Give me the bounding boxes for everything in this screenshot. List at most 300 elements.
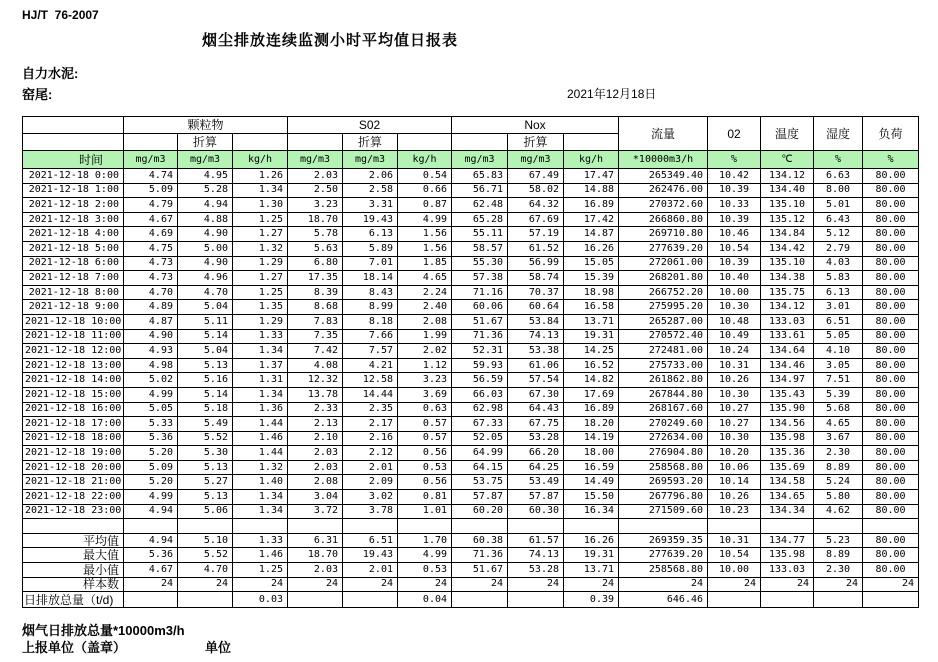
cell: 268201.80 — [619, 271, 708, 286]
cell: 61.52 — [508, 241, 564, 256]
cell: 135.98 — [761, 431, 814, 446]
cell: 53.28 — [508, 431, 564, 446]
nox-converted: 折算 — [508, 134, 564, 151]
cell: 5.12 — [814, 227, 863, 242]
cell: 0.53 — [398, 563, 452, 578]
cell — [564, 519, 619, 534]
cell — [761, 592, 814, 608]
cell: 4.65 — [398, 271, 452, 286]
cell: 1.29 — [233, 256, 288, 271]
cell: 134.97 — [761, 373, 814, 388]
cell: 53.28 — [508, 563, 564, 578]
cell: 18.20 — [564, 417, 619, 432]
cell: 18.70 — [288, 548, 343, 563]
cell: 1.36 — [233, 402, 288, 417]
cell: 65.83 — [452, 169, 508, 184]
row-time: 2021-12-18 16:00 — [23, 402, 124, 417]
row-time: 2021-12-18 14:00 — [23, 373, 124, 388]
cell: 262476.00 — [619, 183, 708, 198]
report-table — [22, 116, 919, 608]
cell: 19.31 — [564, 329, 619, 344]
cell: 8.43 — [343, 285, 398, 300]
cell: 134.34 — [761, 504, 814, 519]
cell: 80.00 — [863, 241, 919, 256]
cell: 53.84 — [508, 314, 564, 329]
cell: 10.26 — [708, 373, 761, 388]
cell: 272481.00 — [619, 344, 708, 359]
table-row — [23, 314, 919, 329]
cell: 18.00 — [564, 446, 619, 461]
cell: 5.39 — [814, 387, 863, 402]
table-row — [23, 227, 919, 242]
cell: 7.66 — [343, 329, 398, 344]
cell: 4.90 — [178, 227, 233, 242]
cell: 60.38 — [452, 533, 508, 548]
cell: 272061.00 — [619, 256, 708, 271]
cell: 4.70 — [178, 285, 233, 300]
group-nox: Nox — [452, 117, 619, 134]
table-row — [23, 169, 919, 184]
particulate-converted: 折算 — [178, 134, 233, 151]
cell: 267796.80 — [619, 490, 708, 505]
cell: 10.48 — [708, 314, 761, 329]
cell: 4.96 — [178, 271, 233, 286]
summary-label: 最小值 — [23, 563, 124, 578]
row-time: 2021-12-18 2:00 — [23, 198, 124, 213]
cell: 61.57 — [508, 533, 564, 548]
summary-label: 最大值 — [23, 548, 124, 563]
table-row — [23, 402, 919, 417]
cell: 5.20 — [124, 475, 178, 490]
table-row — [23, 490, 919, 505]
blank-cell — [564, 134, 619, 151]
standard-code: HJ/T 76-2007 — [22, 8, 99, 22]
cell: 3.78 — [343, 504, 398, 519]
cell: 3.67 — [814, 431, 863, 446]
cell: 24 — [398, 577, 452, 592]
cell: 2.12 — [343, 446, 398, 461]
cell: 61.06 — [508, 358, 564, 373]
cell: 4.95 — [178, 169, 233, 184]
cell: 60.20 — [452, 504, 508, 519]
cell: 2.35 — [343, 402, 398, 417]
unit-cell: kg/h — [564, 151, 619, 169]
cell: 269710.80 — [619, 227, 708, 242]
cell: 5.33 — [124, 417, 178, 432]
cell: 4.94 — [124, 533, 178, 548]
cell: 10.39 — [708, 256, 761, 271]
company-label: 自力水泥: — [22, 66, 79, 81]
cell: 80.00 — [863, 373, 919, 388]
cell: 265349.40 — [619, 169, 708, 184]
cell: 4.88 — [178, 212, 233, 227]
cell: 7.42 — [288, 344, 343, 359]
cell: 135.98 — [761, 548, 814, 563]
cell — [343, 592, 398, 608]
cell: 80.00 — [863, 548, 919, 563]
cell: 1.27 — [233, 271, 288, 286]
cell: 2.30 — [814, 563, 863, 578]
footer — [22, 622, 938, 657]
group-particulate: 颗粒物 — [124, 117, 288, 134]
cell: 3.23 — [398, 373, 452, 388]
cell: 5.11 — [178, 314, 233, 329]
cell: 5.49 — [178, 417, 233, 432]
cell: 1.85 — [398, 256, 452, 271]
cell: 266860.80 — [619, 212, 708, 227]
cell: 4.67 — [124, 563, 178, 578]
cell: 53.75 — [452, 475, 508, 490]
row-time: 2021-12-18 5:00 — [23, 241, 124, 256]
cell: 134.12 — [761, 300, 814, 315]
cell: 134.38 — [761, 271, 814, 286]
table-row — [23, 387, 919, 402]
unit-cell: *10000m3/h — [619, 151, 708, 169]
cell: 80.00 — [863, 460, 919, 475]
cell: 271509.60 — [619, 504, 708, 519]
cell: 135.12 — [761, 212, 814, 227]
cell: 14.49 — [564, 475, 619, 490]
cell: 10.00 — [708, 563, 761, 578]
cell: 134.46 — [761, 358, 814, 373]
cell: 2.06 — [343, 169, 398, 184]
cell: 1.34 — [233, 504, 288, 519]
summary-label: 样本数 — [23, 577, 124, 592]
cell: 2.33 — [288, 402, 343, 417]
cell: 6.51 — [814, 314, 863, 329]
cell: 1.12 — [398, 358, 452, 373]
cell: 8.39 — [288, 285, 343, 300]
cell: 4.73 — [124, 271, 178, 286]
cell: 10.31 — [708, 533, 761, 548]
cell: 55.11 — [452, 227, 508, 242]
cell: 4.08 — [288, 358, 343, 373]
row-time: 2021-12-18 21:00 — [23, 475, 124, 490]
table-row — [23, 300, 919, 315]
cell: 0.53 — [398, 460, 452, 475]
cell — [452, 519, 508, 534]
cell: 1.99 — [398, 329, 452, 344]
cell: 56.59 — [452, 373, 508, 388]
cell: 5.14 — [178, 387, 233, 402]
cell: 1.27 — [233, 227, 288, 242]
blank-cell — [398, 134, 452, 151]
cell: 10.54 — [708, 548, 761, 563]
cell: 4.99 — [398, 548, 452, 563]
cell: 80.00 — [863, 475, 919, 490]
row-time: 2021-12-18 22:00 — [23, 490, 124, 505]
cell: 5.05 — [814, 329, 863, 344]
cell: 24 — [508, 577, 564, 592]
cell: 16.58 — [564, 300, 619, 315]
cell: 269359.35 — [619, 533, 708, 548]
cell: 135.69 — [761, 460, 814, 475]
cell: 67.30 — [508, 387, 564, 402]
row-time: 2021-12-18 11:00 — [23, 329, 124, 344]
cell: 6.51 — [343, 533, 398, 548]
cell: 58.02 — [508, 183, 564, 198]
cell: 80.00 — [863, 402, 919, 417]
cell: 65.28 — [452, 212, 508, 227]
unit-cell: % — [814, 151, 863, 169]
cell: 0.63 — [398, 402, 452, 417]
spacer-row — [23, 519, 919, 534]
cell: 67.69 — [508, 212, 564, 227]
cell: 258568.80 — [619, 563, 708, 578]
cell: 4.90 — [178, 256, 233, 271]
cell: 4.65 — [814, 417, 863, 432]
cell: 135.10 — [761, 256, 814, 271]
cell: 4.75 — [124, 241, 178, 256]
cell: 8.99 — [343, 300, 398, 315]
cell: 3.01 — [814, 300, 863, 315]
so2-converted: 折算 — [343, 134, 398, 151]
cell: 1.33 — [233, 329, 288, 344]
cell: 2.02 — [398, 344, 452, 359]
units-row — [23, 151, 919, 169]
cell — [508, 592, 564, 608]
cell: 2.10 — [288, 431, 343, 446]
cell: 52.31 — [452, 344, 508, 359]
row-time: 2021-12-18 3:00 — [23, 212, 124, 227]
cell: 2.50 — [288, 183, 343, 198]
col-o2: 02 — [708, 117, 761, 151]
cell: 2.79 — [814, 241, 863, 256]
row-time: 2021-12-18 17:00 — [23, 417, 124, 432]
cell: 4.94 — [124, 504, 178, 519]
cell: 16.52 — [564, 358, 619, 373]
cell: 2.03 — [288, 563, 343, 578]
cell — [863, 519, 919, 534]
cell: 80.00 — [863, 256, 919, 271]
cell: 5.10 — [178, 533, 233, 548]
cell: 4.94 — [178, 198, 233, 213]
row-time: 2021-12-18 12:00 — [23, 344, 124, 359]
cell: 261862.80 — [619, 373, 708, 388]
cell: 3.69 — [398, 387, 452, 402]
cell: 10.27 — [708, 402, 761, 417]
row-time: 2021-12-18 7:00 — [23, 271, 124, 286]
summary-row — [23, 577, 919, 592]
cell: 57.87 — [452, 490, 508, 505]
cell: 5.24 — [814, 475, 863, 490]
cell: 1.25 — [233, 212, 288, 227]
cell — [708, 592, 761, 608]
cell — [288, 592, 343, 608]
cell: 66.20 — [508, 446, 564, 461]
cell: 24 — [124, 577, 178, 592]
cell: 0.56 — [398, 475, 452, 490]
cell: 134.56 — [761, 417, 814, 432]
cell: 64.25 — [508, 460, 564, 475]
cell: 134.65 — [761, 490, 814, 505]
table-row — [23, 285, 919, 300]
cell: 2.17 — [343, 417, 398, 432]
report-unit-row — [22, 639, 938, 657]
unit-cell: % — [863, 151, 919, 169]
cell: 4.73 — [124, 256, 178, 271]
table-row — [23, 241, 919, 256]
cell: 134.84 — [761, 227, 814, 242]
time-header: 时间 — [23, 151, 124, 169]
cell: 5.18 — [178, 402, 233, 417]
blank-cell — [23, 134, 124, 151]
cell: 6.13 — [814, 285, 863, 300]
station-label: 窑尾: — [22, 87, 53, 102]
row-time: 2021-12-18 20:00 — [23, 460, 124, 475]
unit-cell: kg/h — [398, 151, 452, 169]
cell: 6.43 — [814, 212, 863, 227]
cell: 56.99 — [508, 256, 564, 271]
cell: 134.40 — [761, 183, 814, 198]
cell: 13.71 — [564, 563, 619, 578]
cell: 5.27 — [178, 475, 233, 490]
cell: 135.10 — [761, 198, 814, 213]
cell: 60.06 — [452, 300, 508, 315]
cell: 1.26 — [233, 169, 288, 184]
cell: 4.99 — [398, 212, 452, 227]
cell: 67.33 — [452, 417, 508, 432]
blank-cell — [233, 134, 288, 151]
table-row — [23, 329, 919, 344]
cell: 8.89 — [814, 460, 863, 475]
cell: 0.81 — [398, 490, 452, 505]
cell: 24 — [233, 577, 288, 592]
cell: 2.24 — [398, 285, 452, 300]
cell: 5.30 — [178, 446, 233, 461]
cell: 24 — [288, 577, 343, 592]
cell: 5.28 — [178, 183, 233, 198]
unit-cell: mg/m3 — [178, 151, 233, 169]
cell: 5.09 — [124, 183, 178, 198]
cell: 10.42 — [708, 169, 761, 184]
cell: 4.93 — [124, 344, 178, 359]
cell: 64.43 — [508, 402, 564, 417]
row-time — [23, 519, 124, 534]
cell: 5.13 — [178, 460, 233, 475]
cell: 5.04 — [178, 300, 233, 315]
cell: 5.63 — [288, 241, 343, 256]
cell: 7.57 — [343, 344, 398, 359]
cell: 19.43 — [343, 212, 398, 227]
cell: 1.34 — [233, 490, 288, 505]
cell: 80.00 — [863, 271, 919, 286]
cell: 24 — [708, 577, 761, 592]
cell: 2.16 — [343, 431, 398, 446]
cell: 4.70 — [178, 563, 233, 578]
cell: 8.68 — [288, 300, 343, 315]
cell — [452, 592, 508, 608]
cell: 80.00 — [863, 300, 919, 315]
cell: 1.44 — [233, 417, 288, 432]
cell: 5.36 — [124, 431, 178, 446]
cell: 2.03 — [288, 446, 343, 461]
cell: 16.89 — [564, 402, 619, 417]
cell: 14.87 — [564, 227, 619, 242]
cell: 4.69 — [124, 227, 178, 242]
cell: 13.78 — [288, 387, 343, 402]
cell: 258568.80 — [619, 460, 708, 475]
table-row — [23, 256, 919, 271]
cell: 1.25 — [233, 285, 288, 300]
cell: 1.31 — [233, 373, 288, 388]
summary-row — [23, 548, 919, 563]
cell: 5.68 — [814, 402, 863, 417]
cell: 270572.40 — [619, 329, 708, 344]
row-time: 2021-12-18 23:00 — [23, 504, 124, 519]
cell: 5.52 — [178, 548, 233, 563]
cell: 12.32 — [288, 373, 343, 388]
cell: 71.36 — [452, 329, 508, 344]
cell: 70.37 — [508, 285, 564, 300]
cell: 53.38 — [508, 344, 564, 359]
cell: 7.51 — [814, 373, 863, 388]
group-header-row — [23, 117, 919, 134]
row-time: 2021-12-18 9:00 — [23, 300, 124, 315]
cell: 2.03 — [288, 460, 343, 475]
cell: 134.12 — [761, 169, 814, 184]
cell: 67.49 — [508, 169, 564, 184]
cell: 17.42 — [564, 212, 619, 227]
cell: 133.03 — [761, 563, 814, 578]
cell: 135.43 — [761, 387, 814, 402]
col-flow: 流量 — [619, 117, 708, 151]
cell: 3.31 — [343, 198, 398, 213]
unit-cell: mg/m3 — [452, 151, 508, 169]
reporting-unit-label: 上报单位（盖章） — [22, 640, 127, 656]
cell: 80.00 — [863, 314, 919, 329]
cell: 24 — [564, 577, 619, 592]
cell: 19.43 — [343, 548, 398, 563]
summary-row — [23, 563, 919, 578]
cell: 5.83 — [814, 271, 863, 286]
cell: 80.00 — [863, 431, 919, 446]
cell: 5.05 — [124, 402, 178, 417]
cell: 1.01 — [398, 504, 452, 519]
cell: 57.38 — [452, 271, 508, 286]
blank-cell — [288, 134, 343, 151]
cell: 2.40 — [398, 300, 452, 315]
cell: 1.34 — [233, 387, 288, 402]
unit-cell: % — [708, 151, 761, 169]
cell: 1.56 — [398, 227, 452, 242]
cell: 4.67 — [124, 212, 178, 227]
cell: 1.30 — [233, 198, 288, 213]
cell: 16.26 — [564, 241, 619, 256]
cell: 24 — [814, 577, 863, 592]
cell: 62.98 — [452, 402, 508, 417]
cell: 1.37 — [233, 358, 288, 373]
cell: 1.44 — [233, 446, 288, 461]
cell: 17.47 — [564, 169, 619, 184]
blank-cell — [452, 134, 508, 151]
cell: 0.57 — [398, 417, 452, 432]
cell: 3.02 — [343, 490, 398, 505]
cell: 0.87 — [398, 198, 452, 213]
cell: 4.90 — [124, 329, 178, 344]
cell: 74.13 — [508, 548, 564, 563]
col-humidity: 湿度 — [814, 117, 863, 151]
table-row — [23, 431, 919, 446]
cell — [619, 519, 708, 534]
cell: 24 — [452, 577, 508, 592]
cell — [708, 519, 761, 534]
cell: 18.98 — [564, 285, 619, 300]
cell: 5.01 — [814, 198, 863, 213]
cell: 58.57 — [452, 241, 508, 256]
cell: 266752.20 — [619, 285, 708, 300]
cell: 8.00 — [814, 183, 863, 198]
